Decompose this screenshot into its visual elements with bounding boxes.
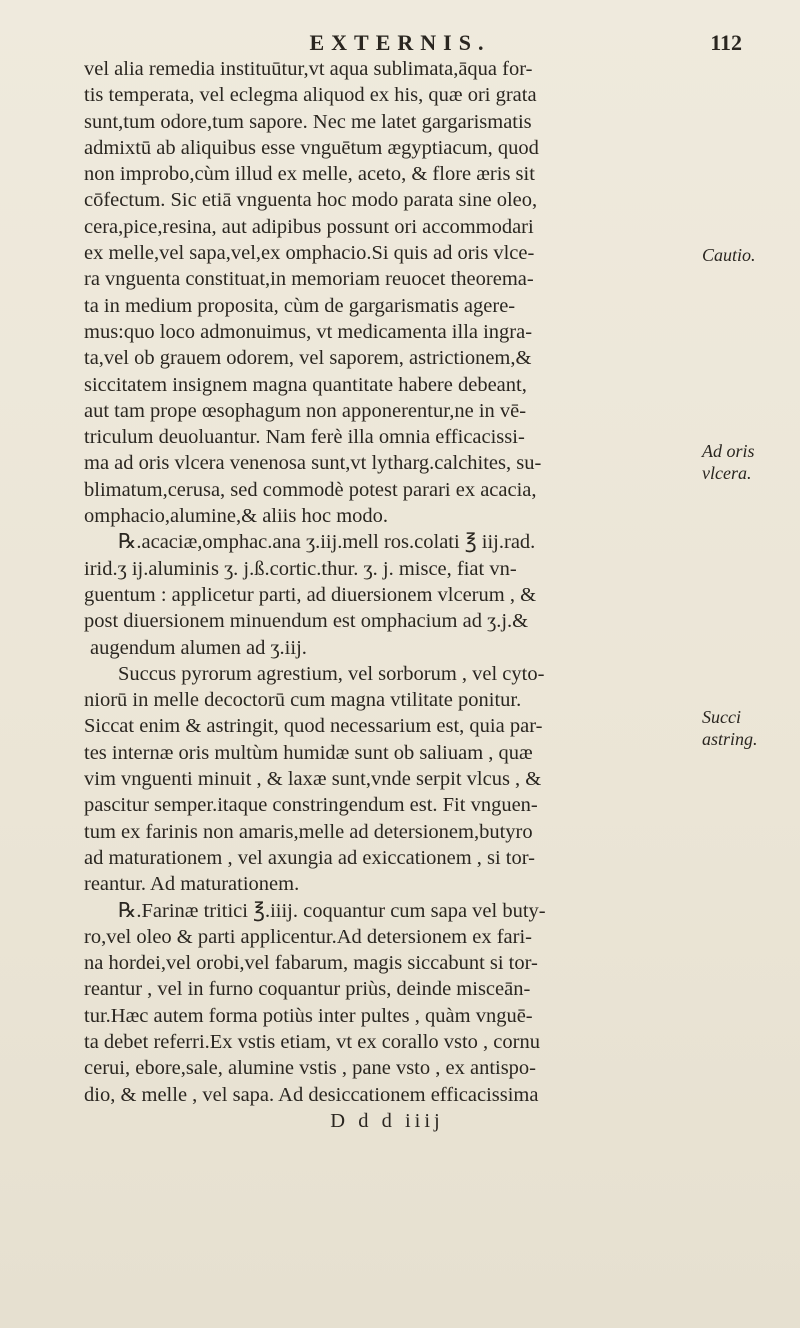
- text-line: irid.ʒ ij.aluminis ʒ. j.ß.cortic.thur. ʒ. j. misce, fiat vn-: [84, 557, 517, 580]
- text-line: ta in medium proposita, cùm de gargarismatis agere-: [84, 294, 516, 317]
- text-line: ad maturationem , vel axungia ad exiccationem , si tor-: [84, 846, 535, 869]
- text-line: aut tam prope œsophagum non apponerentur,ne in vē-: [84, 399, 527, 422]
- text-line: Siccat enim & astringit, quod necessarium est, quia par-: [84, 715, 543, 738]
- recipe-line: ℞.Farinæ tritici ℥.iiij. coquantur cum sapa vel buty-: [118, 899, 546, 922]
- text-line: non improbo,cùm illud ex melle, aceto, & flore æris sit: [84, 163, 535, 186]
- text-line: guentum : applicetur parti, ad diuersionem vlcerum , &: [84, 583, 537, 606]
- text-line: dio, & melle , vel sapa. Ad desiccationem efficacissima: [84, 1083, 539, 1106]
- paragraph-start: Succus pyrorum agrestium, vel sorborum , vel cyto-: [118, 662, 545, 685]
- text-line: tum ex farinis non amaris,melle ad detersionem,butyro: [84, 820, 533, 843]
- text-line: blimatum,cerusa, sed commodè potest parari ex acacia,: [84, 478, 537, 501]
- margin-note-succi-astring: Succi astring.: [702, 707, 758, 749]
- recipe-line: ℞.acaciæ,omphac.ana ʒ.iij.mell ros.colati ℥ iij.rad.: [118, 531, 536, 554]
- text-line: cerui, ebore,sale, alumine vstis , pane vsto , ex antispo-: [84, 1057, 537, 1080]
- text-line: tur.Hæc autem forma potiùs inter pultes , quàm vnguē-: [84, 1004, 533, 1027]
- text-line: siccitatem insignem magna quantitate habere debeant,: [84, 373, 527, 396]
- text-line: vel alia remedia instituūtur,vt aqua sublimata,āqua for-: [84, 58, 533, 80]
- text-line: admixtū ab aliquibus esse vnguētum ægyptiacum, quod: [84, 136, 539, 159]
- text-line: augendum alumen ad ʒ.iij.: [90, 636, 307, 659]
- text-line: ta debet referri.Ex vstis etiam, vt ex corallo vsto , cornu: [84, 1030, 540, 1053]
- text-line: ma ad oris vlcera venenosa sunt,vt lytharg.calchites, su-: [84, 452, 542, 475]
- body-text: [84, 56, 690, 1134]
- text-line: cera,pice,resina, aut adipibus possunt ori accommodari: [84, 215, 534, 238]
- margin-note-cautio: Cautio.: [702, 245, 756, 265]
- running-title: EXTERNIS.: [309, 30, 491, 55]
- text-line: ta,vel ob grauem odorem, vel saporem, astrictionem,&: [84, 347, 532, 370]
- text-line: tes internæ oris multùm humidæ sunt ob saliuam , quæ: [84, 741, 533, 764]
- text-line: mus:quo loco admonuimus, vt medicamenta illa ingra-: [84, 320, 533, 343]
- text-line: cōfectum. Sic etiā vnguenta hoc modo parata sine oleo,: [84, 189, 538, 212]
- margin-note-ad-oris-vlcera: Ad oris vlcera.: [702, 441, 755, 483]
- text-line: ex melle,vel sapa,vel,ex omphacio.Si quis ad oris vlce-: [84, 242, 535, 265]
- text-line: sunt,tum odore,tum sapore. Nec me latet gargarismatis: [84, 110, 532, 133]
- text-line: ra vnguenta constituat,in memoriam reuocet theorema-: [84, 268, 534, 291]
- text-line: ro,vel oleo & parti applicentur.Ad detersionem ex fari-: [84, 925, 532, 948]
- text-line: omphacio,alumine,& aliis hoc modo.: [84, 505, 389, 528]
- text-line: niorū in melle decoctorū cum magna vtilitate ponitur.: [84, 689, 522, 712]
- text-line: vim vnguenti minuit , & laxæ sunt,vnde serpit vlcus , &: [84, 768, 542, 791]
- text-line: na hordei,vel orobi,vel fabarum, magis siccabunt si tor-: [84, 952, 538, 975]
- text-line: reantur , vel in furno coquantur priùs, deinde misceān-: [84, 978, 531, 1001]
- text-line: reantur. Ad maturationem.: [84, 873, 300, 896]
- page-header: [0, 26, 800, 60]
- text-line: triculum deuoluantur. Nam ferè illa omnia efficacissi-: [84, 426, 525, 449]
- page-number: 112: [710, 30, 742, 55]
- text-line: post diuersionem minuendum est omphacium ad ʒ.j.&: [84, 610, 529, 633]
- text-line: tis temperata, vel eclegma aliquod ex his, quæ ori grata: [84, 84, 537, 107]
- signature-mark: D d d iiij: [330, 1109, 444, 1132]
- text-line: pascitur semper.itaque constringendum est. Fit vnguen-: [84, 794, 538, 817]
